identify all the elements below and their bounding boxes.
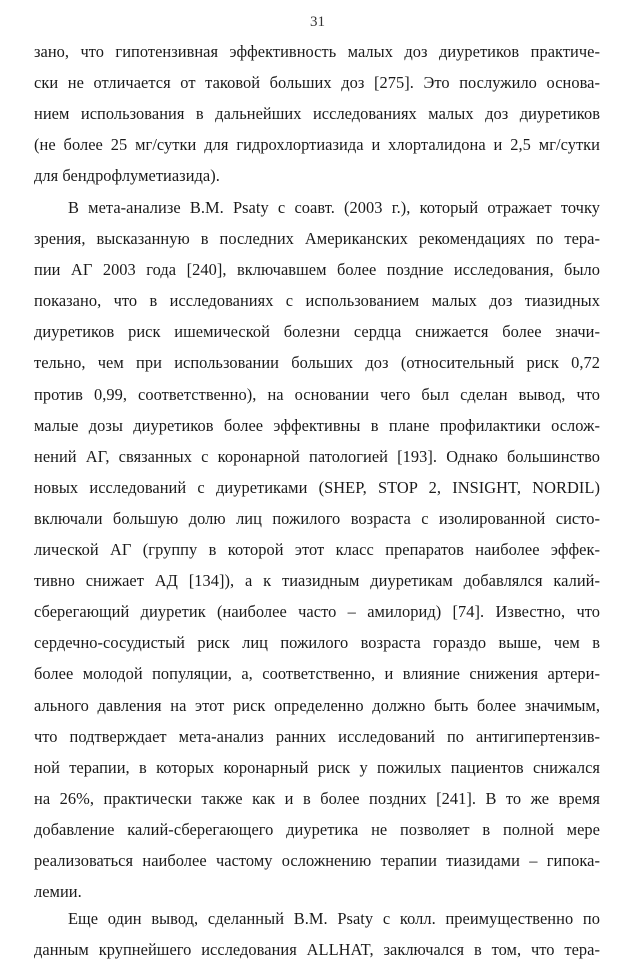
paragraph-3: [34, 903, 600, 965]
text-line: ски не отличается от таковой больших доз [275]. Это послужило основа-: [34, 73, 600, 93]
text-line: добавление калий-сберегающего диуретика не позволяет в полной мере: [34, 819, 600, 839]
text-line: (не более 25 мг/сутки для гидрохлортиазида и хлорталидона и 2,5 мг/сутки: [34, 135, 600, 155]
text-line: включали большую долю лиц пожилого возраста с изолированной систо-: [34, 508, 600, 528]
text-line: В мета-анализе B.M. Psaty с соавт. (2003 г.), который отражает точку: [68, 198, 600, 217]
text-line: для бендрофлуметиазида).: [34, 166, 220, 186]
text-line: малые дозы диуретиков более эффективны в плане профилактики ослож-: [34, 415, 600, 435]
text-line: данным крупнейшего исследования ALLHAT, заключался в том, что тера-: [34, 940, 600, 960]
page-number: 31: [310, 14, 325, 30]
text-line: Еще один вывод, сделанный B.M. Psaty с колл. преимущественно по: [68, 909, 600, 928]
text-line: реализоваться наиболее частому осложнению терапии тиазидами – гипока-: [34, 850, 600, 870]
text-line: тивно снижает АД [134]), а к тиазидным диуретикам добавлялся калий-: [34, 571, 600, 591]
text-line: что подтверждает мета-анализ ранних исследований по антигипертензив-: [34, 726, 600, 746]
text-line: сердечно-сосудистый риск лиц пожилого возраста гораздо выше, чем в: [34, 633, 600, 653]
text-line: диуретиков риск ишемической болезни сердца снижается более значи-: [34, 322, 600, 342]
text-line: нений АГ, связанных с коронарной патологией [193]. Однако большинство: [34, 446, 600, 466]
text-line: против 0,99, соответственно), на основании чего был сделан вывод, что: [34, 384, 600, 404]
text-line: новых исследований с диуретиками (SHEP, STOP 2, INSIGHT, NORDIL): [34, 477, 600, 497]
text-line: лической АГ (группу в которой этот класс препаратов наиболее эффек-: [34, 540, 600, 560]
text-line: более молодой популяции, а, соответственно, и влияние снижения артери-: [34, 664, 600, 684]
text-line: пии АГ 2003 года [240], включавшем более поздние исследования, было: [34, 260, 600, 280]
text-line: ального давления на этот риск определенно должно быть более значимым,: [34, 695, 600, 715]
text-line: зрения, высказанную в последних Американских рекомендациях по тера-: [34, 229, 600, 249]
text-line: на 26%, практически также как и в более поздних [241]. В то же время: [34, 788, 600, 808]
text-line: тельно, чем при использовании больших доз (относительный риск 0,72: [34, 353, 600, 373]
paragraph-2: [34, 192, 600, 907]
text-line: лемии.: [34, 882, 82, 902]
paragraph-1: [34, 36, 600, 191]
text-line: нием использования в дальнейших исследованиях малых доз диуретиков: [34, 104, 600, 124]
text-line: ной терапии, в которых коронарный риск у пожилых пациентов снижался: [34, 757, 600, 777]
text-line: зано, что гипотензивная эффективность малых доз диуретиков практиче-: [34, 42, 600, 61]
text-line: сберегающий диуретик (наиболее часто – амилорид) [74]. Известно, что: [34, 602, 600, 622]
text-line: показано, что в исследованиях с использованием малых доз тиазидных: [34, 291, 600, 311]
